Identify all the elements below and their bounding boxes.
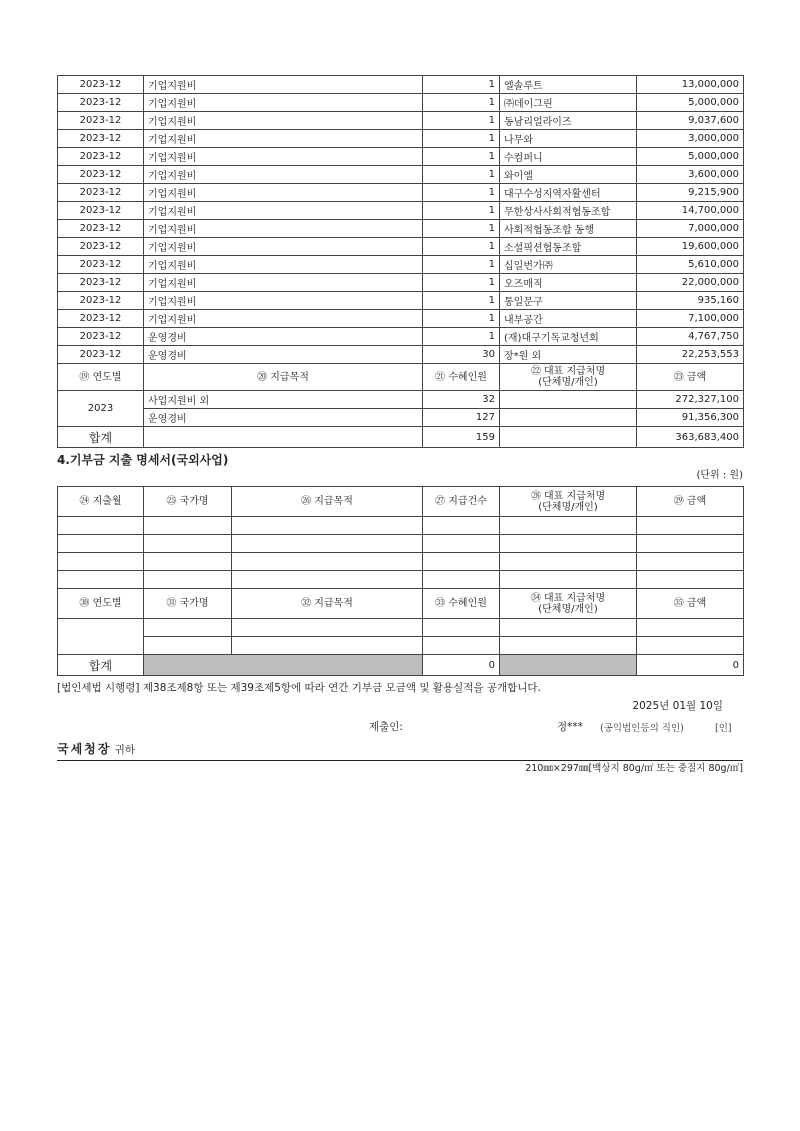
cell-amount: 13,000,000 <box>637 76 744 94</box>
domestic-summary-header <box>58 364 744 391</box>
table-row <box>58 76 744 94</box>
cell-payee: 내부공간 <box>500 310 637 328</box>
legal-notice: [법인세법 시행령] 제38조제8항 또는 제39조제5항에 따라 연간 기부금 모금액 및 활용실적을 공개합니다. <box>57 682 541 694</box>
submitter-line <box>57 716 743 738</box>
cell-payee: 와이엘 <box>500 166 637 184</box>
cell-amount: 5,000,000 <box>637 94 744 112</box>
summary-row <box>58 409 744 427</box>
summary-purpose: 운영경비 <box>144 409 423 427</box>
header-purpose: ㉜ 지급목적 <box>232 589 423 619</box>
header-count: ㉝ 수혜인원 <box>423 589 500 619</box>
cell-amount: 3,000,000 <box>637 130 744 148</box>
document-page <box>57 75 743 777</box>
cell-payee: 오즈매직 <box>500 274 637 292</box>
cell-count: 1 <box>423 274 500 292</box>
cell-count: 1 <box>423 328 500 346</box>
summary-amount: 272,327,100 <box>637 391 744 409</box>
header-month: ㉔ 지출월 <box>58 487 144 517</box>
overseas-empty-row <box>58 517 744 535</box>
seal-mark: [인] <box>715 723 732 734</box>
cell-count: 1 <box>423 94 500 112</box>
total-payee <box>500 427 637 448</box>
cell-count: 1 <box>423 292 500 310</box>
summary-payee <box>500 391 637 409</box>
cell-payee: 나무와 <box>500 130 637 148</box>
cell-payee: (재)대구기독교청년회 <box>500 328 637 346</box>
overseas-empty-row <box>58 553 744 571</box>
cell-count: 1 <box>423 130 500 148</box>
cell-year: 2023-12 <box>58 166 144 184</box>
cell-payee: 통일문구 <box>500 292 637 310</box>
cell-count: 1 <box>423 256 500 274</box>
cell-amount: 9,037,600 <box>637 112 744 130</box>
overseas-total-row <box>58 655 744 676</box>
submitter-role: (공익법인등의 직인) <box>600 723 684 734</box>
table-row <box>58 238 744 256</box>
cell-count: 1 <box>423 220 500 238</box>
addressee-suffix: 귀하 <box>114 744 136 756</box>
cell-year: 2023-12 <box>58 112 144 130</box>
cell-payee: 무한상사사회적협동조합 <box>500 202 637 220</box>
overseas-summary-header <box>58 589 744 619</box>
header-country: ㉕ 국가명 <box>144 487 232 517</box>
table-row <box>58 274 744 292</box>
total-shaded-cell <box>144 655 423 676</box>
cell-year: 2023-12 <box>58 184 144 202</box>
cell-year: 2023-12 <box>58 346 144 364</box>
cell-year: 2023-12 <box>58 292 144 310</box>
cell-purpose: 운영경비 <box>144 346 423 364</box>
overseas-summary-empty-row <box>58 637 744 655</box>
unit-label: (단위 : 원) <box>696 470 743 481</box>
cell-amount: 3,600,000 <box>637 166 744 184</box>
table-row <box>58 184 744 202</box>
cell-count: 1 <box>423 148 500 166</box>
cell-purpose: 운영경비 <box>144 328 423 346</box>
summary-purpose: 사업지원비 외 <box>144 391 423 409</box>
total-amount: 363,683,400 <box>637 427 744 448</box>
cell-year: 2023-12 <box>58 274 144 292</box>
section-4-title: 4.기부금 지출 명세서(국외사업) <box>57 453 229 467</box>
table-row <box>58 166 744 184</box>
addressee-agency: 국세청장 <box>57 742 112 756</box>
cell-purpose: 기업지원비 <box>144 166 423 184</box>
table-row <box>58 112 744 130</box>
cell-amount: 5,610,000 <box>637 256 744 274</box>
cell-year: 2023-12 <box>58 220 144 238</box>
header-purpose: ⑳ 지급목적 <box>144 364 423 391</box>
cell-purpose: 기업지원비 <box>144 184 423 202</box>
total-count: 0 <box>423 655 500 676</box>
cell-purpose: 기업지원비 <box>144 202 423 220</box>
cell-purpose: 기업지원비 <box>144 148 423 166</box>
table-row <box>58 202 744 220</box>
header-payee: ㉒ 대표 지급처명 (단체명/개인) <box>500 364 637 391</box>
cell-purpose: 기업지원비 <box>144 292 423 310</box>
cell-year: 2023-12 <box>58 94 144 112</box>
cell-amount: 935,160 <box>637 292 744 310</box>
cell-amount: 22,000,000 <box>637 274 744 292</box>
summary-year: 2023 <box>58 391 144 427</box>
summary-amount: 91,356,300 <box>637 409 744 427</box>
cell-payee: 대구수성지역자활센터 <box>500 184 637 202</box>
table-row <box>58 148 744 166</box>
cell-amount: 9,215,900 <box>637 184 744 202</box>
total-label: 합계 <box>58 655 144 676</box>
submission-date: 2025년 01월 10일 <box>632 700 723 712</box>
cell-count: 1 <box>423 112 500 130</box>
cell-year: 2023-12 <box>58 76 144 94</box>
header-purpose: ㉖ 지급목적 <box>232 487 423 517</box>
cell-amount: 19,600,000 <box>637 238 744 256</box>
cell-purpose: 기업지원비 <box>144 238 423 256</box>
cell-payee: 동남리얼라이즈 <box>500 112 637 130</box>
total-amount: 0 <box>637 655 744 676</box>
table-row <box>58 256 744 274</box>
table-row <box>58 346 744 364</box>
overseas-empty-row <box>58 571 744 589</box>
cell-purpose: 기업지원비 <box>144 94 423 112</box>
table-row <box>58 94 744 112</box>
summary-row <box>58 391 744 409</box>
cell-amount: 22,253,553 <box>637 346 744 364</box>
submitter-label: 제출인: <box>369 721 403 733</box>
cell-payee: ㈜데이그린 <box>500 94 637 112</box>
cell-count: 1 <box>423 76 500 94</box>
cell-amount: 14,700,000 <box>637 202 744 220</box>
table-row <box>58 130 744 148</box>
detail-rows <box>58 76 744 364</box>
overseas-empty-row <box>58 535 744 553</box>
total-count: 159 <box>423 427 500 448</box>
header-payee: ㉘ 대표 지급처명 (단체명/개인) <box>500 487 637 517</box>
summary-count: 32 <box>423 391 500 409</box>
cell-purpose: 기업지원비 <box>144 112 423 130</box>
cell-count: 1 <box>423 310 500 328</box>
overseas-expense-table <box>57 486 744 676</box>
domestic-total-row <box>58 427 744 448</box>
header-amount: ㉓ 금액 <box>637 364 744 391</box>
header-count: ㉗ 지급건수 <box>423 487 500 517</box>
table-row <box>58 328 744 346</box>
cell-year: 2023-12 <box>58 238 144 256</box>
cell-purpose: 기업지원비 <box>144 130 423 148</box>
cell-payee: 십일번가㈜ <box>500 256 637 274</box>
header-count: ㉑ 수혜인원 <box>423 364 500 391</box>
table-row <box>58 292 744 310</box>
cell-amount: 7,100,000 <box>637 310 744 328</box>
header-country: ㉛ 국가명 <box>144 589 232 619</box>
header-amount: ㉟ 금액 <box>637 589 744 619</box>
paper-spec: 210㎜×297㎜[백상지 80g/㎡ 또는 중질지 80g/㎡] <box>525 763 743 774</box>
summary-payee <box>500 409 637 427</box>
cell-count: 1 <box>423 166 500 184</box>
cell-payee: 사회적협동조합 동행 <box>500 220 637 238</box>
domestic-expense-table <box>57 75 744 448</box>
cell-purpose: 기업지원비 <box>144 76 423 94</box>
submitter-name: 정*** <box>557 721 583 733</box>
cell-year: 2023-12 <box>58 256 144 274</box>
header-amount: ㉙ 금액 <box>637 487 744 517</box>
cell-payee: 장*원 외 <box>500 346 637 364</box>
header-year: ㉚ 연도별 <box>58 589 144 619</box>
total-label: 합계 <box>58 427 144 448</box>
overseas-summary-empty-row <box>58 619 744 637</box>
cell-purpose: 기업지원비 <box>144 256 423 274</box>
cell-payee: 수컴퍼니 <box>500 148 637 166</box>
cell-count: 30 <box>423 346 500 364</box>
cell-year: 2023-12 <box>58 328 144 346</box>
cell-count: 1 <box>423 184 500 202</box>
total-purpose <box>144 427 423 448</box>
header-year: ⑲ 연도별 <box>58 364 144 391</box>
header-payee: ㉞ 대표 지급처명 (단체명/개인) <box>500 589 637 619</box>
cell-year: 2023-12 <box>58 202 144 220</box>
cell-year: 2023-12 <box>58 130 144 148</box>
cell-payee: 엘솔루트 <box>500 76 637 94</box>
cell-purpose: 기업지원비 <box>144 310 423 328</box>
addressee-line <box>57 738 743 761</box>
cell-purpose: 기업지원비 <box>144 220 423 238</box>
cell-amount: 7,000,000 <box>637 220 744 238</box>
cell-purpose: 기업지원비 <box>144 274 423 292</box>
cell-amount: 5,000,000 <box>637 148 744 166</box>
summary-count: 127 <box>423 409 500 427</box>
cell-amount: 4,767,750 <box>637 328 744 346</box>
overseas-header <box>58 487 744 517</box>
table-row <box>58 220 744 238</box>
cell-count: 1 <box>423 202 500 220</box>
table-row <box>58 310 744 328</box>
cell-year: 2023-12 <box>58 310 144 328</box>
total-shaded-cell <box>500 655 637 676</box>
cell-year: 2023-12 <box>58 148 144 166</box>
cell-payee: 소셜픽션협동조합 <box>500 238 637 256</box>
cell-count: 1 <box>423 238 500 256</box>
